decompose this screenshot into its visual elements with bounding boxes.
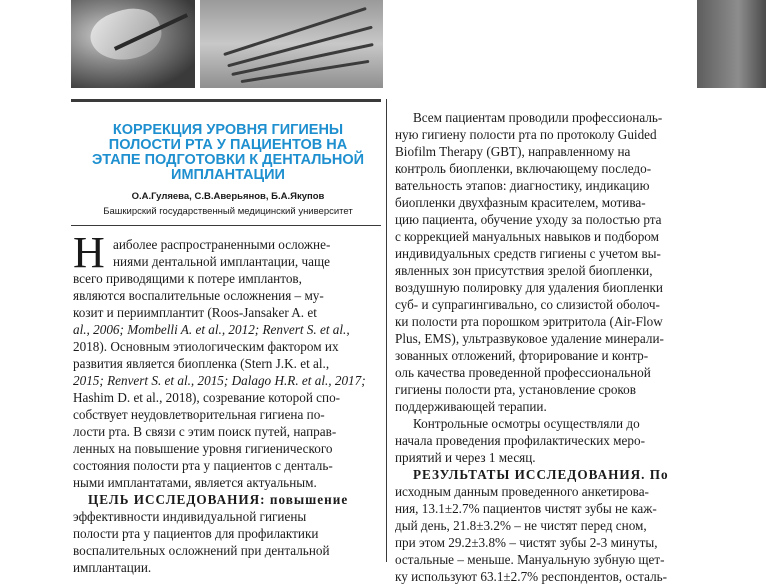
text-line: козит и периимплантит (Roos-Jansaker A. et [73, 305, 317, 320]
title-line: ПОЛОСТИ РТА У ПАЦИЕНТОВ НА [108, 137, 348, 153]
text-line: ленных на повышение уровня гигиенического [73, 441, 333, 456]
title-line: ИМПЛАНТАЦИИ [171, 167, 285, 183]
text-line: имплантации. [73, 560, 152, 575]
text-line: начала проведения профилактических меро- [395, 433, 645, 448]
text-line: воздушную полировку для удаления биопленки [395, 280, 663, 295]
header-photo-dental-instruments [200, 0, 383, 88]
text-line: биопленки двухфазным красителем, мотива- [395, 195, 646, 210]
text-line: ки полости рта порошком эритритола (Air-Flow [395, 314, 663, 329]
text-line: ку используют 63.1±2.7% респондентов, осталь- [395, 569, 668, 584]
text-line: Hashim D. et al., 2018), созревание которой спо- [73, 390, 341, 405]
text-line: оль качества проведенной профессиональной [395, 365, 651, 380]
authors: О.А.Гуляева, С.В.Аверьянов, Б.А.Якупов [131, 191, 325, 202]
text-line: 2018). Основным этиологическим фактором их [73, 339, 339, 354]
text-line: собствует неудовлетворительная гигиена по- [73, 407, 325, 422]
text-line: приятий и через 1 месяц. [395, 450, 536, 465]
text-line: всего приводящими к потере имплантов, [73, 271, 302, 286]
header-photo-dental-procedure [71, 0, 195, 88]
article-title [78, 123, 378, 183]
text-line: вательность этапов: диагностику, индикацию [395, 178, 650, 193]
text-line: цию пациента, обучение уходу за полостью рта [395, 212, 662, 227]
title-rule [71, 225, 381, 226]
text-line: являются воспалительные осложнения – му- [73, 288, 324, 303]
text-line: полости рта у пациентов для профилактики [73, 526, 319, 541]
text-line: Biofilm Therapy (GBT), направленному на [395, 144, 631, 159]
text-line: состояния полости рта у пациентов с денталь- [73, 458, 333, 473]
text-line: поддерживающей терапии. [395, 399, 547, 414]
text-line: с коррекцией мануальных навыков и подбором [395, 229, 659, 244]
text-line: ниями дентальной имплантации, чаще [113, 254, 330, 269]
text-line: контроль биопленки, включающему последо- [395, 161, 652, 176]
text-line: ную гигиену полости рта по протоколу Guided [395, 127, 657, 142]
text-line: дый день, 21.8±3.2% – не чистят перед сном, [395, 518, 647, 533]
text-line: 2015; Renvert S. et al., 2015; Dalago H.R. et al., 2017; [73, 373, 366, 388]
text-line: зованных отложений, фторирование и контр- [395, 348, 649, 363]
text-line: при этом 29.2±3.8% – чистят зубы 2-3 минуты, [395, 535, 658, 550]
title-line: ЭТАПЕ ПОДГОТОВКИ К ДЕНТАЛЬНОЙ [91, 152, 365, 168]
text-line: остальные – меньше. Мануальную зубную щет- [395, 552, 665, 567]
header-photo-right [697, 0, 766, 88]
text-line: Plus, EMS), ультразвуковое удаление минерали- [395, 331, 664, 346]
text-line: воспалительных осложнений при дентальной [73, 543, 330, 558]
affiliation: Башкирский государственный медицинский университет [103, 206, 353, 217]
glove-shape [85, 0, 168, 70]
text-line: Всем пациентам проводили профессиональ- [413, 110, 663, 125]
text-line: Контрольные осмотры осуществляли до [413, 416, 640, 431]
section-heading-aim: ЦЕЛЬ ИССЛЕДОВАНИЯ: повышение [88, 492, 349, 507]
dropcap: Н [73, 228, 105, 277]
text-line: лости рта. В связи с этим поиск путей, направ- [73, 424, 337, 439]
text-line: ными имплантатами, является актуальным. [73, 475, 317, 490]
text-line: al., 2006; Mombelli A. et al., 2012; Renvert S. et al., [73, 322, 350, 337]
text-line: явленных зон присутствия зрелой биопленки, [395, 263, 653, 278]
text-line: аиболее распространенными осложне- [113, 237, 331, 252]
text-line: ния, 13.1±2.7% пациентов чистят зубы не каж- [395, 501, 657, 516]
text-line: развития является биопленка (Stern J.K. et al., [73, 356, 330, 371]
text-line: индивидуальных средств гигиены с учетом вы- [395, 246, 661, 261]
text-line: суб- и супрагингивально, со слизистой оболоч- [395, 297, 660, 312]
title-line: КОРРЕКЦИЯ УРОВНЯ ГИГИЕНЫ [112, 122, 344, 138]
text-line: гигиены полости рта, установление сроков [395, 382, 636, 397]
text-line: исходным данным проведенного анкетирова- [395, 484, 649, 499]
section-heading-results: РЕЗУЛЬТАТЫ ИССЛЕДОВАНИЯ. По [413, 467, 669, 482]
instrument-shape [241, 60, 370, 83]
text-line: эффективности индивидуальной гигиены [73, 509, 307, 524]
top-rule [71, 99, 381, 102]
